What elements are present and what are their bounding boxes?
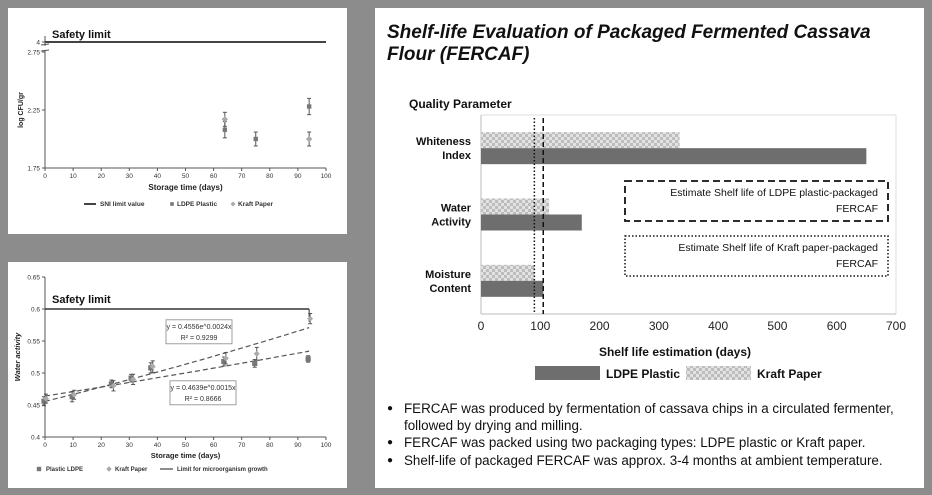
category-label: Content [429, 282, 471, 295]
y-tick-label: 0.5 [30, 370, 40, 378]
x-tick-label: 10 [69, 442, 77, 449]
x-tick-label: 80 [266, 173, 274, 180]
y-tick-label: 0.65 [27, 274, 40, 282]
annotation-text: FERCAF [836, 203, 878, 215]
legend-label: Kraft Paper [238, 201, 274, 208]
bar-kraft-paper [481, 265, 534, 281]
data-point [307, 104, 311, 108]
x-tick-label: 100 [320, 442, 332, 449]
x-axis-label: Shelf life estimation (days) [598, 345, 752, 359]
y-axis-label: log CFU/gr [18, 92, 25, 128]
x-tick-label: 80 [266, 442, 274, 449]
category-label: Whiteness [415, 136, 471, 149]
bar-ldpe-plastic [481, 148, 866, 164]
legend-label: SNI limit value [100, 201, 145, 208]
x-tick-label: 0 [43, 173, 47, 180]
y-axis-label: Water activity [13, 332, 22, 382]
y-tick-label: 2.75 [27, 49, 40, 57]
annotation-text: Estimate Shelf life of LDPE plastic-packaged [670, 187, 878, 199]
bar-kraft-paper [481, 132, 680, 148]
shelf-life-panel [375, 8, 924, 488]
ldpe-estimate-annotation [625, 181, 888, 221]
x-tick-label: 700 [885, 319, 907, 333]
shelf-life-bar-chart [375, 8, 924, 393]
equation-text: y = 0.4556e^0.0024x [166, 323, 232, 331]
legend-label: LDPE Plastic [606, 367, 681, 381]
category-label: Moisture [425, 268, 471, 281]
data-point [254, 351, 260, 357]
x-tick-label: 200 [589, 319, 610, 333]
legend-label: Limit for microorganism growth [177, 467, 268, 473]
x-axis-label: Storage time (days) [148, 183, 223, 192]
bar-kraft-paper [481, 199, 549, 215]
x-tick-label: 30 [125, 173, 133, 180]
bullet-list [387, 401, 922, 470]
r-squared-text: R² = 0.9299 [180, 334, 218, 342]
bullet-item: ● FERCAF was packed using two packaging types: LDPE plastic or Kraft paper. [387, 435, 922, 452]
category-label: Water [440, 202, 471, 215]
x-tick-label: 500 [767, 319, 788, 333]
legend-label: Kraft Paper [115, 467, 148, 473]
legend-label: Plastic LDPE [46, 467, 84, 473]
safety-limit-annotation: Safety limit [52, 29, 111, 41]
category-label: Index [442, 150, 471, 163]
x-tick-label: 70 [238, 173, 246, 180]
safety-limit-annotation: Safety limit [52, 294, 111, 306]
page-title: Shelf-life Evaluation of Packaged Fermented Cassava Flour (FERCAF) [387, 22, 871, 65]
x-tick-label: 100 [530, 319, 551, 333]
x-tick-label: 60 [209, 173, 218, 180]
water-activity-chart [8, 262, 347, 488]
data-point [223, 128, 227, 132]
microbial-count-chart [8, 8, 347, 234]
category-label: Activity [431, 216, 471, 229]
quality-parameter-label: Quality Parameter [409, 97, 512, 111]
x-tick-label: 600 [826, 319, 847, 333]
annotation-text: FERCAF [836, 258, 878, 270]
x-tick-label: 400 [708, 319, 729, 333]
legend-square-swatch [170, 202, 174, 206]
y-tick-label: 0.6 [30, 306, 40, 314]
x-tick-label: 20 [97, 442, 105, 449]
x-tick-label: 50 [181, 173, 190, 180]
x-tick-label: 50 [181, 442, 190, 449]
x-tick-label: 40 [153, 442, 162, 449]
y-tick-label: 4 [36, 39, 40, 47]
x-tick-label: 90 [294, 442, 302, 449]
legend-square-swatch [37, 467, 41, 471]
legend-swatch-kraft [686, 366, 751, 380]
x-tick-label: 70 [238, 442, 246, 449]
y-tick-label: 1.75 [27, 165, 40, 173]
legend-label: Kraft Paper [757, 367, 822, 381]
annotation-text: Estimate Shelf life of Kraft paper-packaged [678, 242, 878, 254]
x-tick-label: 100 [320, 173, 332, 180]
bar-ldpe-plastic [481, 215, 582, 231]
data-point [306, 356, 311, 361]
bullet-item: ● FERCAF was produced by fermentation of cassava chips in a circulated fermenter, followed by drying and milling. [387, 401, 922, 434]
kraft-estimate-annotation [625, 236, 888, 276]
axis-break-mark [41, 44, 49, 45]
water-activity-chart-panel [8, 262, 347, 488]
legend-diamond-swatch [106, 466, 111, 471]
x-tick-label: 30 [125, 442, 133, 449]
x-tick-label: 300 [648, 319, 669, 333]
x-tick-label: 40 [153, 173, 162, 180]
data-point [222, 116, 228, 122]
microbial-chart-panel [8, 8, 347, 234]
data-point [307, 316, 313, 322]
x-tick-label: 60 [209, 442, 218, 449]
r-squared-text: R² = 0.8666 [184, 395, 222, 403]
y-tick-label: 2.25 [27, 107, 40, 115]
y-tick-label: 0.45 [27, 402, 40, 410]
x-tick-label: 10 [69, 173, 77, 180]
y-tick-label: 0.4 [30, 434, 40, 442]
data-point [252, 361, 257, 366]
legend-diamond-swatch [231, 202, 236, 207]
legend-swatch-ldpe [535, 366, 600, 380]
x-tick-label: 90 [294, 173, 302, 180]
legend-label: LDPE Plastic [177, 201, 218, 208]
x-tick-label: 0 [43, 442, 47, 449]
x-tick-label: 20 [97, 173, 105, 180]
x-tick-label: 0 [477, 319, 485, 333]
axis-break-mark [41, 50, 49, 51]
y-tick-label: 0.55 [27, 338, 40, 346]
equation-text: y = 0.4639e^0.0015x [170, 384, 236, 392]
data-point [254, 137, 258, 141]
equation-label [166, 320, 232, 344]
bullet-item: ● Shelf-life of packaged FERCAF was approx. 3-4 months at ambient temperature. [387, 453, 922, 470]
equation-label [170, 381, 236, 405]
data-point [306, 136, 312, 142]
x-axis-label: Storage time (days) [150, 451, 221, 460]
